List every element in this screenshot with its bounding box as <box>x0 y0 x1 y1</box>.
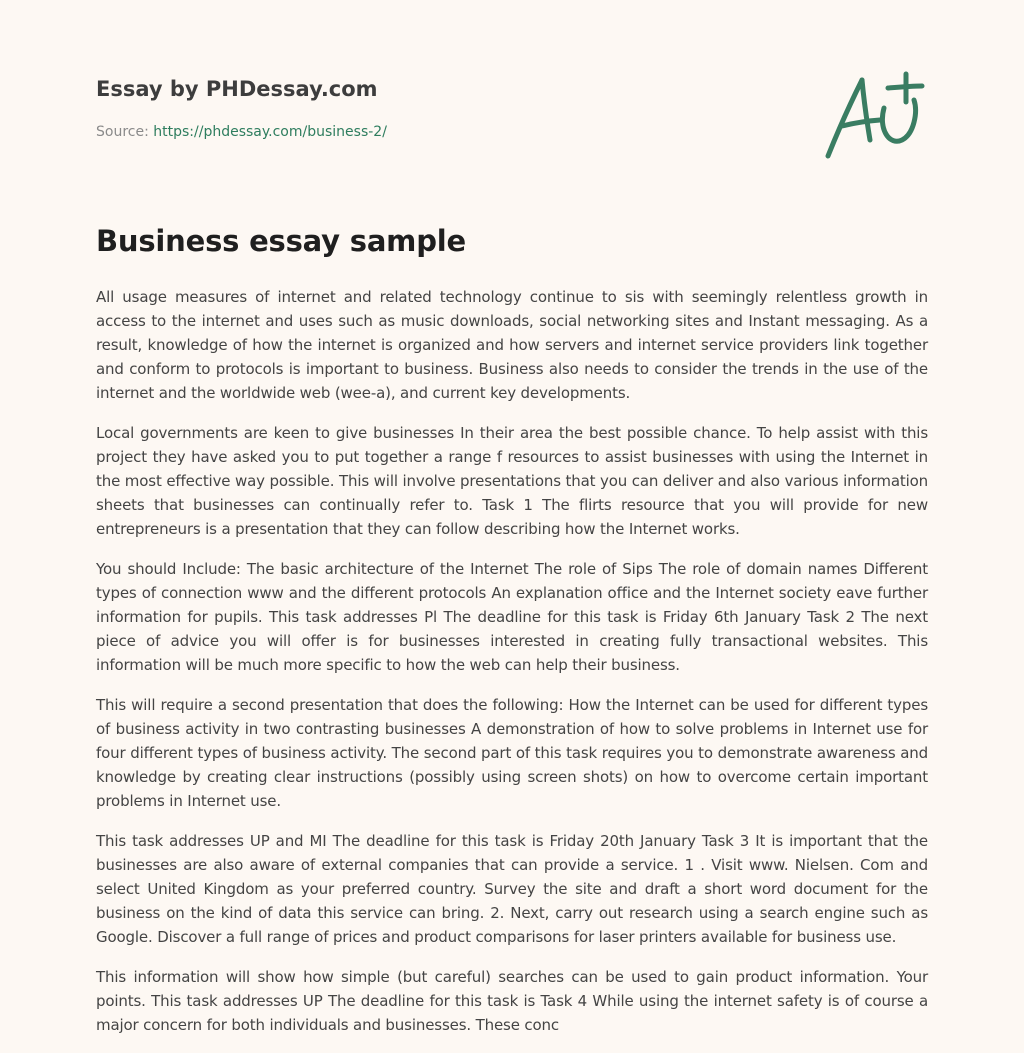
essay-paragraph: This information will show how simple (but careful) searches can be used to gain product information. Your points. This task addresses UP The deadline for this task is Task 4 While using the internet safety is of course a major concern for both individuals and businesses. These conc <box>96 968 928 1034</box>
page-header <box>96 72 928 172</box>
essay-body <box>96 285 928 1053</box>
essay-paragraph: This task addresses UP and MI The deadline for this task is Friday 20th January Task 3 It is important that the businesses are also aware of external companies that can provide a service. 1 . Visit www. Nielsen. Com and select United Kingdom as your preferred country. Survey the site and draft a short word document for the business on the kind of data this service can bring. 2. Next, carry out research using a search engine such as Google. Discover a full range of prices and product comparisons for laser printers available for business use. <box>96 832 928 946</box>
source-label: Source: <box>96 124 154 140</box>
essay-title: Business essay sample <box>96 224 466 258</box>
essay-paragraph: You should Include: The basic architecture of the Internet The role of Sips The role of domain names Different types of connection www and the different protocols An explanation office and the Internet society eave further information for pupils. This task addresses Pl The deadline for this task is Friday 6th January Task 2 The next piece of advice you will offer is for businesses interested in creating fully transactional websites. This information will be much more specific to how the web can help their business. <box>96 560 928 674</box>
essay-paragraph: All usage measures of internet and related technology continue to sis with seemingly relentless growth in access to the internet and uses such as music downloads, social networking sites and Instant messaging. As a result, knowledge of how the internet is organized and how servers and internet service providers link together and conform to protocols is important to business. Business also needs to consider the trends in the use of the internet and the worldwide web (wee-a), and current key developments. <box>96 288 928 402</box>
source-link[interactable]: https://phdessay.com/business-2/ <box>153 124 387 140</box>
source-line <box>96 124 387 140</box>
brand-title: Essay by PHDessay.com <box>96 77 378 101</box>
a-plus-logo-icon <box>822 68 926 164</box>
essay-paragraph: Local governments are keen to give businesses In their area the best possible chance. To help assist with this project they have asked you to put together a range f resources to assist businesses with using the Internet in the most effective way possible. This will involve presentations that you can deliver and also various information sheets that businesses can continually refer to. Task 1 The flirts resource that you will provide for new entrepreneurs is a presentation that they can follow describing how the Internet works. <box>96 424 928 538</box>
essay-paragraph: This will require a second presentation that does the following: How the Internet can be used for different types of business activity in two contrasting businesses A demonstration of how to solve problems in Internet use for four different types of business activity. The second part of this task requires you to demonstrate awareness and knowledge by creating clear instructions (possibly using screen shots) on how to overcome certain important problems in Internet use. <box>96 696 928 810</box>
